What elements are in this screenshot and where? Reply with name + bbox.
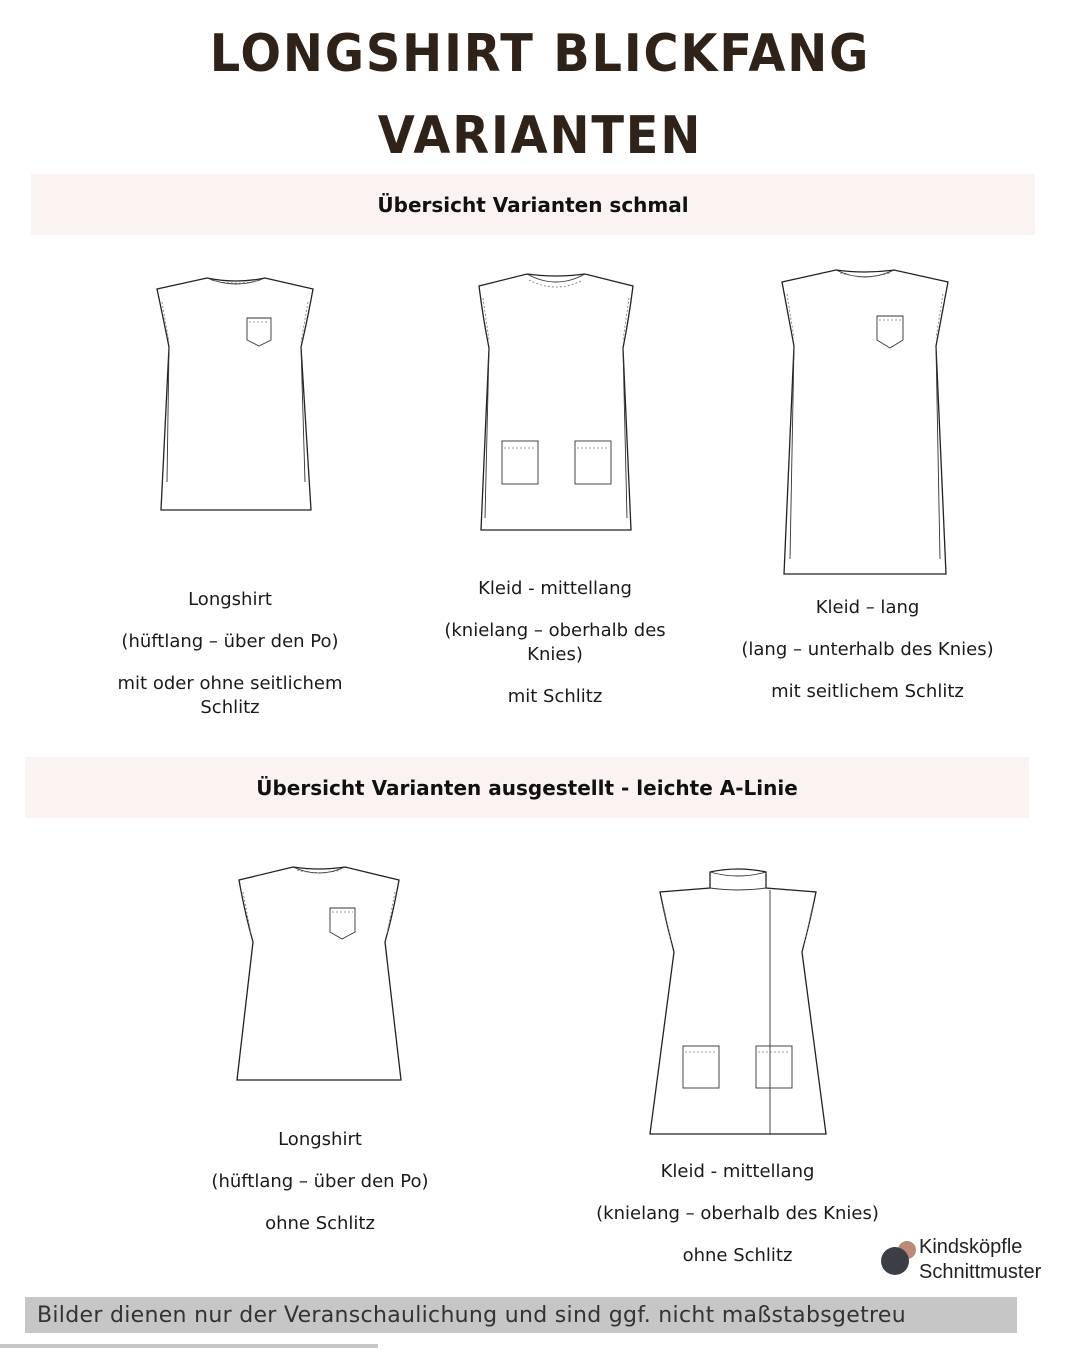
caption-dress-midi-narrow [425,577,685,709]
caption-name: Kleid – lang [815,597,920,618]
caption-note: mit seitlichem Schlitz [771,681,964,702]
caption-note: ohne Schlitz [682,1245,793,1266]
longshirt-a-line-illustration [233,862,405,1084]
caption-note: ohne Schlitz [265,1213,375,1234]
brand-logo [880,1235,1050,1285]
caption-note: mit Schlitz [507,686,603,707]
footer-underline [0,1344,378,1348]
caption-detail: (knielang – oberhalb des Knies) [444,620,666,665]
caption-name: Kleid - mittellang [478,578,632,599]
section-heading-narrow: Übersicht Varianten schmal [31,174,1035,235]
page-title-line2: VARIANTEN [377,106,703,166]
logo-dot-dark [881,1247,909,1275]
caption-name: Longshirt [188,589,272,610]
section-heading-a-line: Übersicht Varianten ausgestellt - leichte A-Linie [25,757,1029,818]
logo-text-line1: Kindsköpfle [919,1236,1023,1258]
logo-text-line2: Schnittmuster [919,1261,1042,1283]
caption-name: Kleid - mittellang [660,1161,815,1182]
caption-dress-midi-a-line [585,1160,890,1268]
dress-long-narrow-illustration [780,264,950,578]
caption-longshirt-a-line [190,1128,450,1236]
caption-detail: (lang – unterhalb des Knies) [741,639,994,660]
caption-longshirt-narrow [100,588,360,720]
dress-midi-a-line-illustration [648,866,830,1138]
disclaimer-footer: Bilder dienen nur der Veranschaulichung und sind ggf. nicht maßstabsgetreu [25,1297,1017,1333]
caption-dress-long-narrow [740,596,995,704]
dress-midi-narrow-illustration [475,268,637,534]
caption-note: mit oder ohne seitlichem Schlitz [117,673,343,718]
caption-detail: (knielang – oberhalb des Knies) [596,1203,879,1224]
caption-detail: (hüftlang – über den Po) [121,631,339,652]
page-title-line1: LONGSHIRT BLICKFANG [209,24,871,84]
longshirt-narrow-illustration [155,272,317,514]
caption-detail: (hüftlang – über den Po) [211,1171,429,1192]
caption-name: Longshirt [278,1129,362,1150]
